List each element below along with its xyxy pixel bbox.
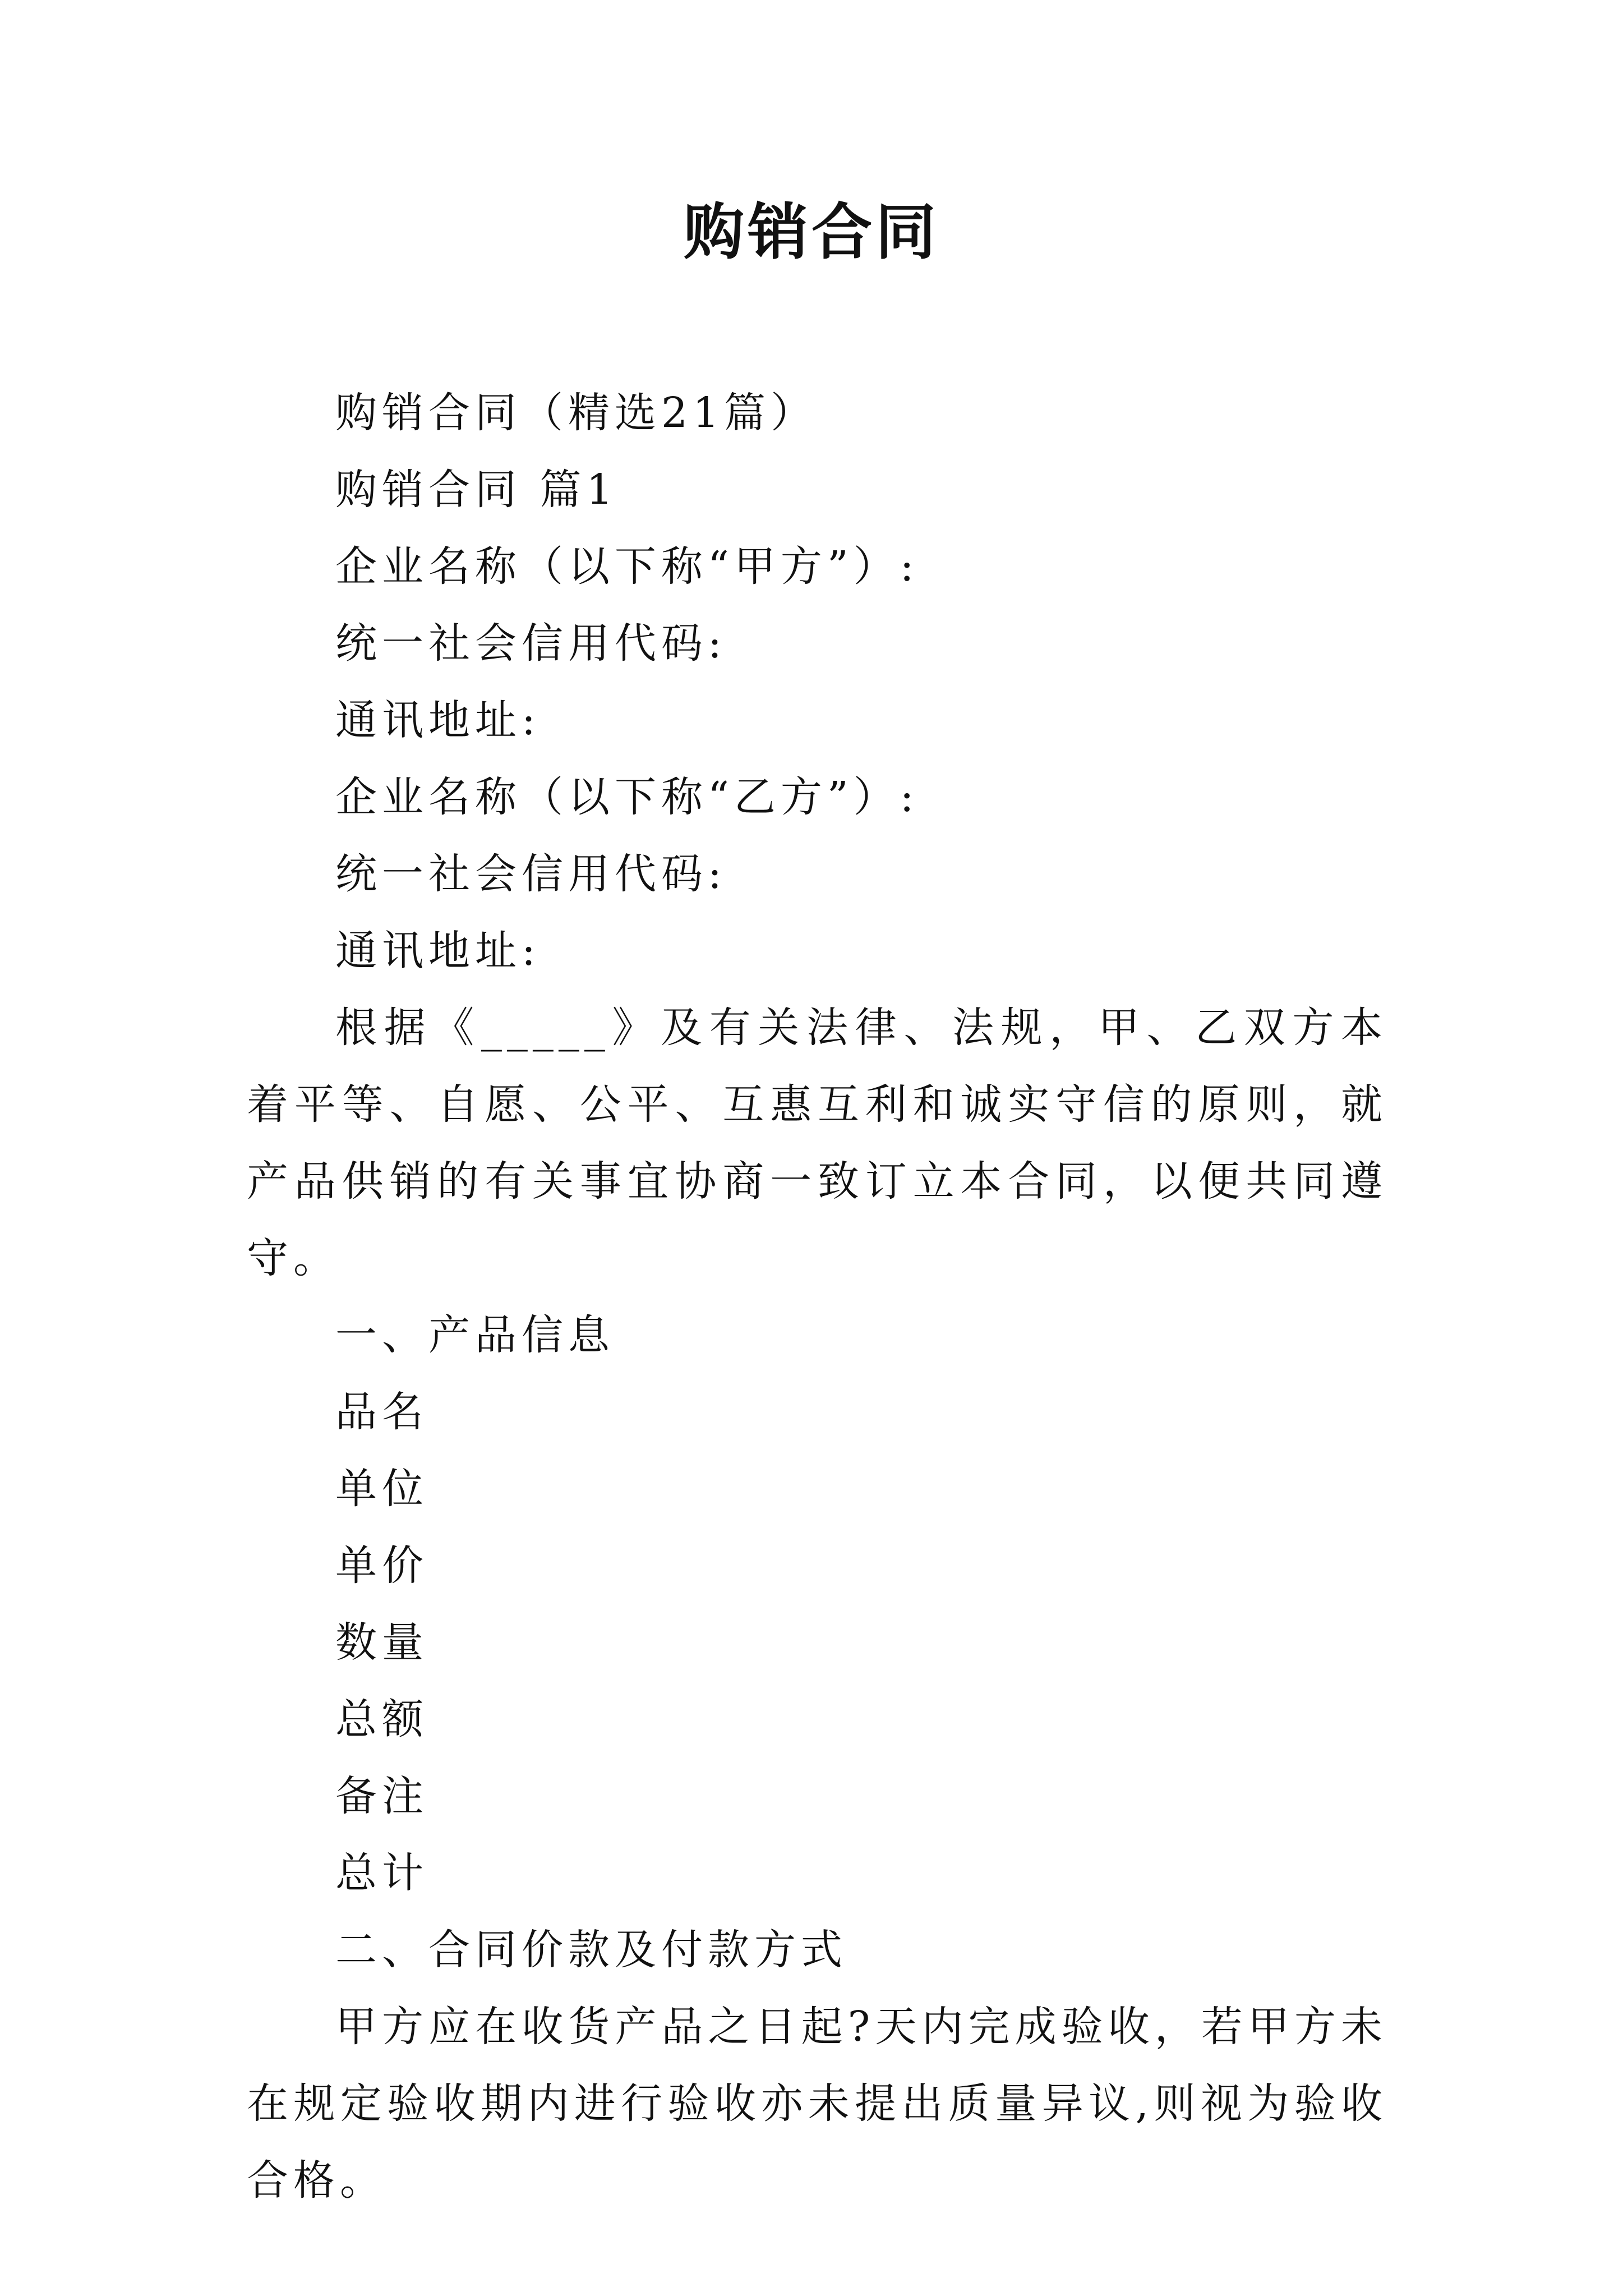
paragraph-party-a-name: 企业名称（以下称“甲方”）: [335, 542, 919, 591]
paragraph-party-b-name: 企业名称（以下称“乙方”）: [335, 773, 919, 821]
paragraph-product-unit: 单位 [335, 1465, 428, 1513]
paragraph-product-total-amount: 总额 [335, 1695, 428, 1743]
paragraph-product-info-heading: 一、产品信息 [335, 1311, 615, 1359]
paragraph-product-unit-price: 单价 [335, 1542, 428, 1590]
paragraph-product-grand-total: 总计 [335, 1849, 428, 1897]
paragraph-party-b-credit-code: 统一社会信用代码: [335, 850, 727, 898]
paragraph-acceptance-terms: 甲方应在收货产品之日起?天内完成验收，若甲方未在规定验收期内进行验收亦未提出质量异议,则视为验收合格。 [247, 2003, 1387, 2205]
paragraph-party-a-address: 通讯地址: [335, 696, 541, 744]
paragraph-subtitle: 购销合同（精选21篇） [335, 389, 818, 437]
document-body [247, 375, 1387, 2219]
document-title: 购销合同 [683, 197, 939, 268]
paragraph-party-a-credit-code: 统一社会信用代码: [335, 619, 727, 668]
paragraph-preamble: 根据《_____》及有关法律、法规，甲、乙双方本着平等、自愿、公平、互惠互利和诚实守信的原则，就产品供销的有关事宜协商一致订立本合同，以便共同遵守。 [247, 1004, 1387, 1282]
paragraph-party-b-address: 通讯地址: [335, 927, 541, 975]
paragraph-section-heading: 购销合同 篇1 [335, 466, 618, 514]
paragraph-product-name: 品名 [335, 1388, 428, 1436]
paragraph-product-remarks: 备注 [335, 1772, 428, 1820]
paragraph-payment-heading: 二、合同价款及付款方式 [335, 1926, 847, 1974]
paragraph-product-quantity: 数量 [335, 1618, 428, 1667]
